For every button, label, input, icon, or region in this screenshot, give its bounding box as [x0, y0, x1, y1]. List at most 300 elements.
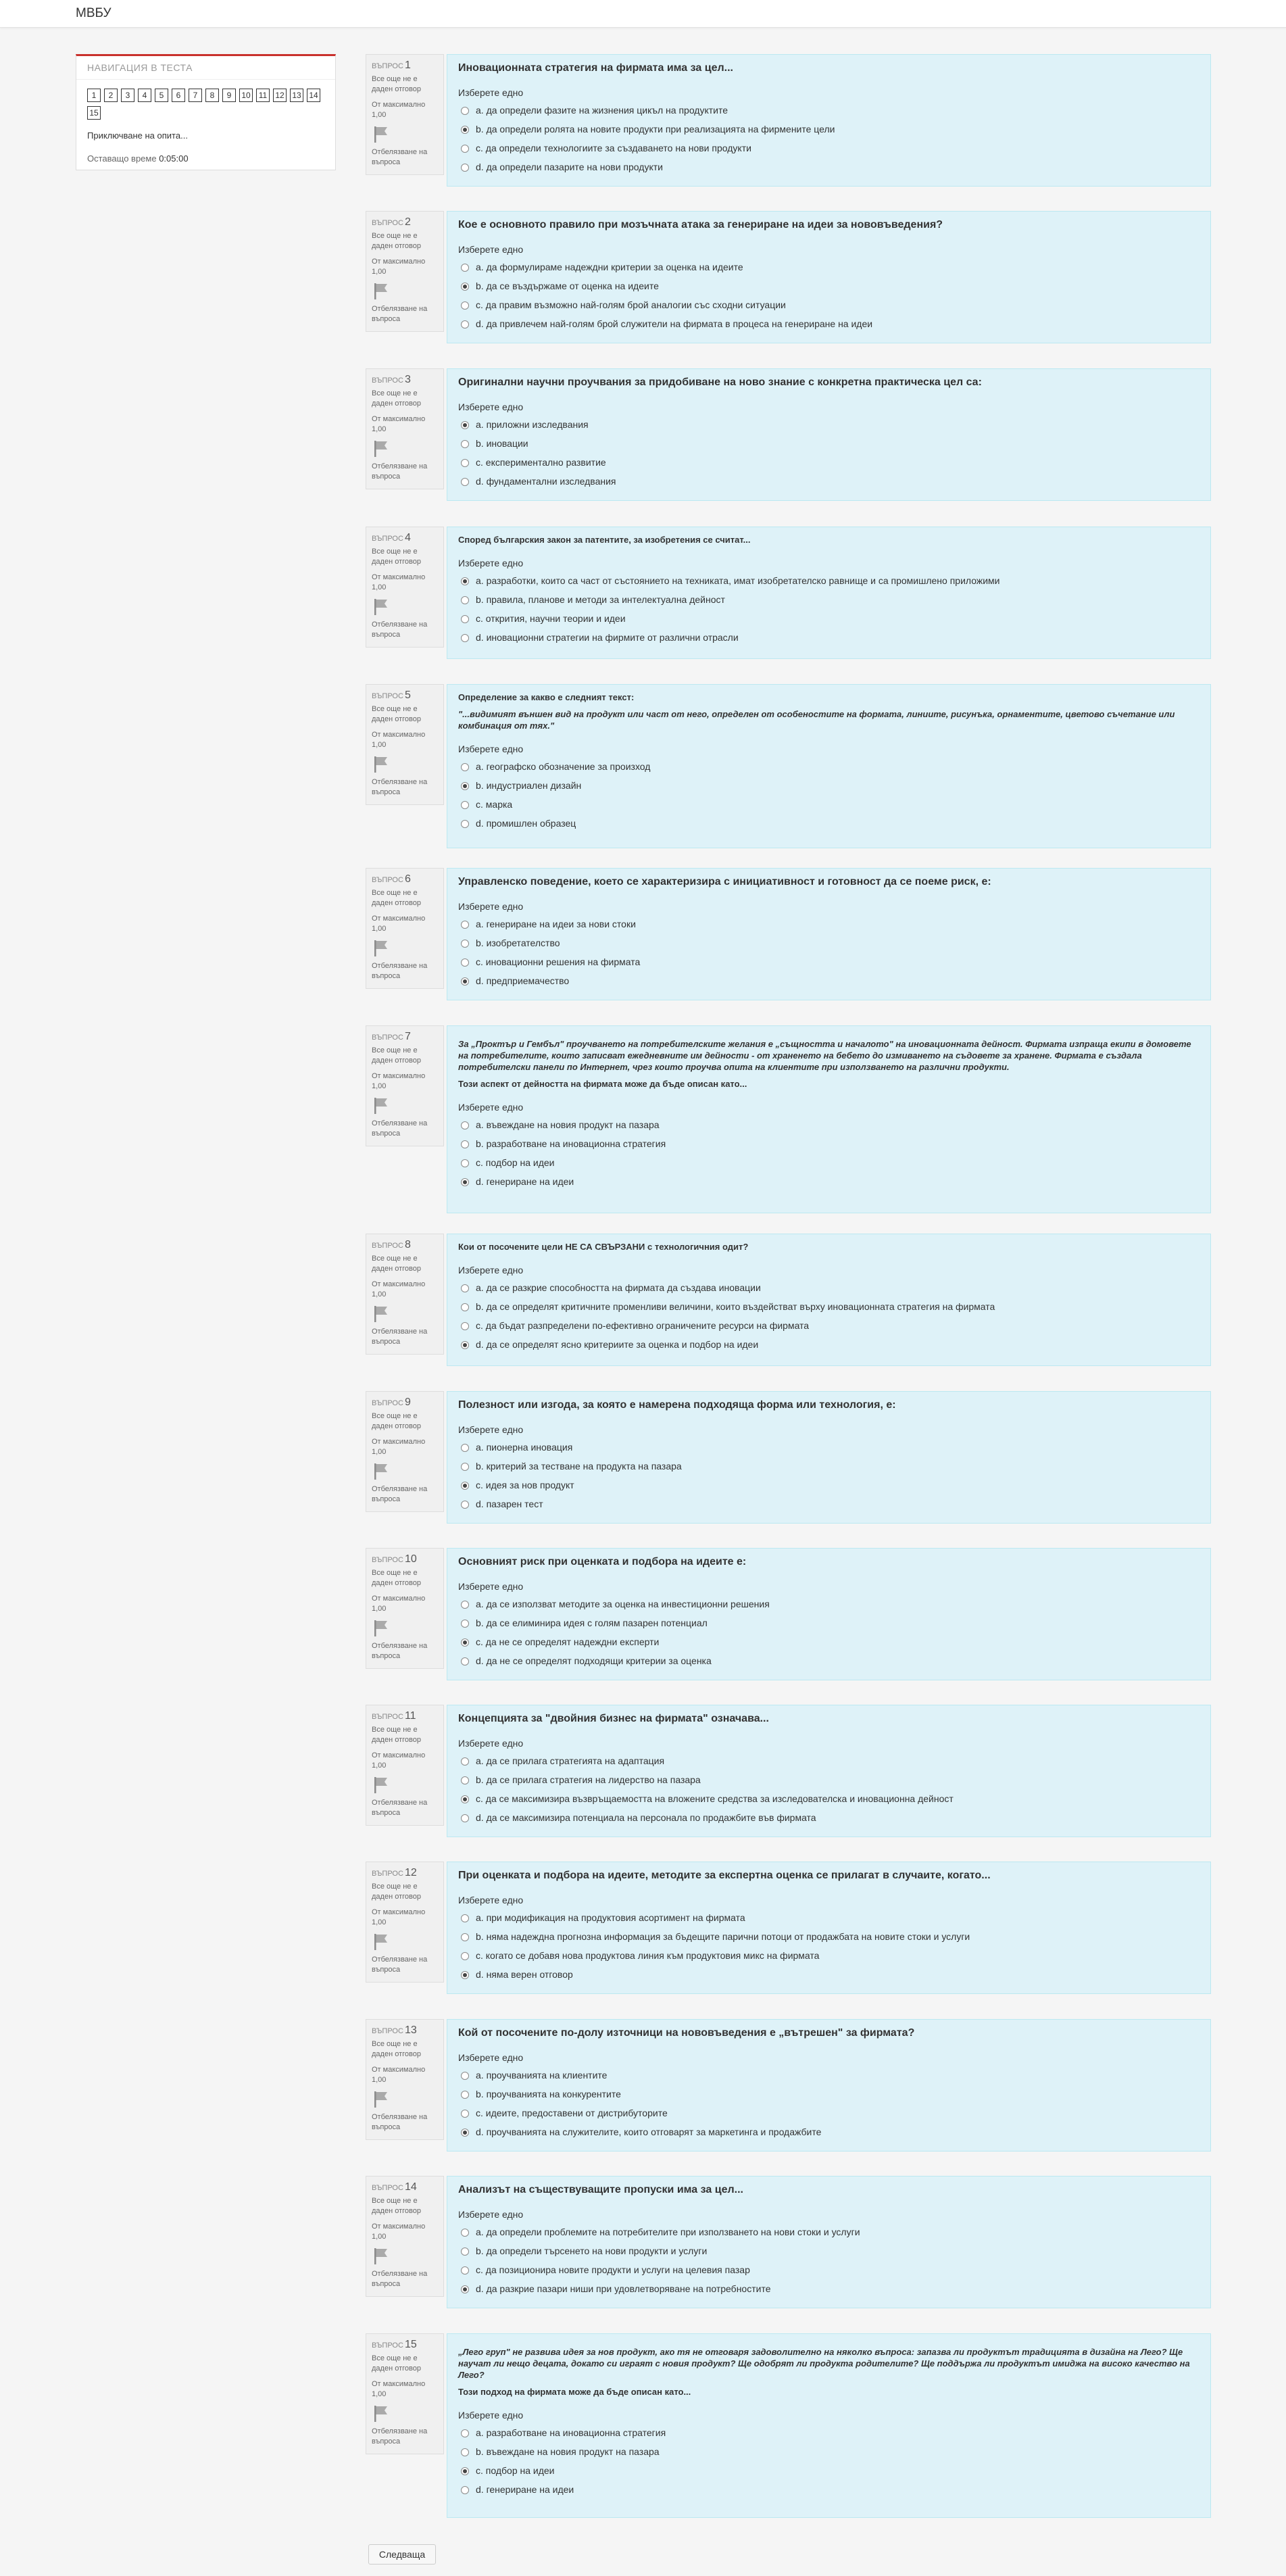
- answer-option[interactable]: [458, 609, 1200, 628]
- answer-radio[interactable]: [461, 977, 469, 986]
- question-text-main: Според българския закон за патентите, за изобретения се считат...: [458, 535, 751, 545]
- question-number-value: 15: [404, 2339, 417, 2350]
- answer-label[interactable]: b. проучванията на конкурентите: [476, 2089, 621, 2099]
- answer-option[interactable]: [458, 1115, 1200, 1134]
- question-status: Все още не е даден отговор: [372, 1882, 421, 1901]
- question-text: [458, 1038, 1200, 1090]
- site-brand[interactable]: МВБУ: [76, 6, 112, 20]
- answer-radio[interactable]: [461, 1914, 469, 1922]
- flag-question-link[interactable]: Отбелязване на въпроса: [372, 148, 428, 166]
- answer-option[interactable]: [458, 101, 1200, 120]
- answer-radio[interactable]: [461, 1341, 469, 1349]
- answer-option[interactable]: [458, 1297, 1200, 1316]
- question-number-label: ВЪПРОС: [372, 2027, 403, 2035]
- flag-icon[interactable]: [373, 1097, 389, 1115]
- answer-option[interactable]: [458, 1476, 1200, 1494]
- question-number-value: 14: [404, 2181, 417, 2193]
- answer-label[interactable]: a. да се разкрие способността на фирмата да създава иновации: [476, 1282, 761, 1293]
- question-status: Все още не е даден отговор: [372, 389, 421, 408]
- flag-question-link[interactable]: Отбелязване на въпроса: [372, 1328, 428, 1346]
- answer-radio[interactable]: [461, 2129, 469, 2137]
- answer-radio[interactable]: [461, 2285, 469, 2293]
- answer-option[interactable]: [458, 453, 1200, 472]
- answer-radio[interactable]: [461, 320, 469, 329]
- question-status: Все още не е даден отговор: [372, 1726, 421, 1744]
- answer-option[interactable]: [458, 1153, 1200, 1172]
- flag-question-link[interactable]: Отбелязване на въпроса: [372, 962, 428, 980]
- answer-label[interactable]: c. подбор на идеи: [476, 2465, 555, 2476]
- question-10: [366, 1548, 1211, 1680]
- answer-radio[interactable]: [461, 1159, 469, 1167]
- quiz-nav-button-7[interactable]: 7: [189, 89, 202, 102]
- answer-option[interactable]: [458, 590, 1200, 609]
- answer-label[interactable]: b. да се въздържаме от оценка на идеите: [476, 281, 659, 291]
- flag-icon[interactable]: [373, 2091, 389, 2108]
- answer-label[interactable]: a. проучванията на клиентите: [476, 2070, 608, 2081]
- answer-option[interactable]: [458, 1595, 1200, 1613]
- flag-question-link[interactable]: Отбелязване на въпроса: [372, 1642, 428, 1660]
- question-grade: От максимално 1,00: [372, 1280, 426, 1298]
- answer-label[interactable]: c. да не се определят надеждни експерти: [476, 1636, 660, 1647]
- flag-question-link[interactable]: Отбелязване на въпроса: [372, 778, 428, 796]
- answer-radio[interactable]: [461, 1657, 469, 1666]
- answer-radio[interactable]: [461, 421, 469, 429]
- answer-option[interactable]: [458, 276, 1200, 295]
- question-number: [372, 1397, 438, 1409]
- flag-icon[interactable]: [373, 1305, 389, 1323]
- answer-label[interactable]: a. пионерна иновация: [476, 1442, 573, 1453]
- answer-label[interactable]: c. иновационни решения на фирмата: [476, 956, 641, 967]
- question-number: [372, 2339, 438, 2351]
- answer-option[interactable]: [458, 472, 1200, 491]
- answer-option[interactable]: [458, 1134, 1200, 1153]
- answer-option[interactable]: [458, 2480, 1200, 2499]
- answer-label[interactable]: d. да привлечем най-голям брой служители на фирмата в процеса на генериране на идеи: [476, 318, 873, 329]
- question-text-main: Кои от посочените цели НЕ СА СВЪРЗАНИ с технологичния одит?: [458, 1242, 749, 1252]
- answer-radio[interactable]: [461, 1814, 469, 1822]
- answer-option[interactable]: [458, 314, 1200, 333]
- answer-label[interactable]: d. фундаментални изследвания: [476, 476, 616, 487]
- answer-option[interactable]: [458, 2442, 1200, 2461]
- answer-radio[interactable]: [461, 2229, 469, 2237]
- answer-option[interactable]: [458, 1172, 1200, 1191]
- answer-radio[interactable]: [461, 2486, 469, 2494]
- question-number: [372, 1031, 438, 1043]
- question-text: [458, 2183, 1200, 2197]
- answer-label[interactable]: b. изобретателство: [476, 938, 560, 948]
- answer-radio[interactable]: [461, 820, 469, 828]
- answer-label[interactable]: b. да се прилага стратегия на лидерство на пазара: [476, 1774, 701, 1785]
- answer-label[interactable]: a. разработване на иновационна стратегия: [476, 2427, 666, 2438]
- answer-option[interactable]: [458, 1965, 1200, 1984]
- question-info: [366, 368, 444, 489]
- quiz-nav-button-8[interactable]: 8: [205, 89, 219, 102]
- answer-label[interactable]: c. подбор на идеи: [476, 1157, 555, 1168]
- question-info: [366, 54, 444, 175]
- answer-label[interactable]: c. да определи технологиите за създаването на нови продукти: [476, 143, 751, 153]
- answer-option[interactable]: [458, 1494, 1200, 1513]
- answer-label[interactable]: c. идея за нов продукт: [476, 1480, 574, 1490]
- answer-label[interactable]: a. да формулираме надеждни критерии за оценка на идеите: [476, 262, 743, 272]
- question-number: [372, 217, 438, 228]
- answer-radio[interactable]: [461, 1322, 469, 1330]
- answer-option[interactable]: [458, 1278, 1200, 1297]
- flag-question-link[interactable]: Отбелязване на въпроса: [372, 1119, 428, 1138]
- flag-icon[interactable]: [373, 126, 389, 143]
- answer-label[interactable]: a. при модификация на продуктовия асортимент на фирмата: [476, 1912, 745, 1923]
- answer-radio[interactable]: [461, 958, 469, 967]
- answer-option[interactable]: [458, 2222, 1200, 2241]
- answer-label[interactable]: c. когато се добавя нова продуктова линия към продуктовия микс на фирмата: [476, 1950, 820, 1961]
- question-number-value: 7: [404, 1031, 411, 1042]
- flag-icon[interactable]: [373, 440, 389, 458]
- quiz-nav-button-3[interactable]: 3: [121, 89, 134, 102]
- answer-radio[interactable]: [461, 1140, 469, 1148]
- answer-option[interactable]: [458, 1808, 1200, 1827]
- answer-radio[interactable]: [461, 1933, 469, 1941]
- question-text: [458, 1555, 1200, 1569]
- answer-label[interactable]: c. открития, научни теории и идеи: [476, 613, 626, 624]
- answer-radio[interactable]: [461, 2266, 469, 2275]
- answer-label[interactable]: d. проучванията на служителите, които отговарят за маркетинга и продажбите: [476, 2127, 822, 2137]
- question-grade: От максимално 1,00: [372, 2380, 426, 2398]
- answer-label[interactable]: b. въвеждане на новия продукт на пазара: [476, 2446, 660, 2457]
- answer-option[interactable]: [458, 2241, 1200, 2260]
- answer-radio[interactable]: [461, 164, 469, 172]
- question-number: [372, 1711, 438, 1722]
- flag-question-link[interactable]: Отбелязване на въпроса: [372, 621, 428, 639]
- question-status: Все още не е даден отговор: [372, 2040, 421, 2058]
- answer-prompt: Изберете едно: [458, 1424, 524, 1435]
- question-text: [458, 376, 1200, 389]
- answer-radio[interactable]: [461, 2429, 469, 2437]
- answer-label[interactable]: b. иновации: [476, 438, 528, 449]
- question-status: Все още не е даден отговор: [372, 1412, 421, 1430]
- answer-label[interactable]: d. да не се определят подходящи критерии за оценка: [476, 1655, 712, 1666]
- question-number-label: ВЪПРОС: [372, 1556, 403, 1564]
- question-content: [447, 2019, 1211, 2152]
- question-content: [447, 2176, 1211, 2308]
- question-content: [447, 1234, 1211, 1366]
- answer-radio[interactable]: [461, 940, 469, 948]
- answer-label[interactable]: a. да определи фазите на жизнения цикъл на продуктите: [476, 105, 728, 116]
- answer-radio[interactable]: [461, 577, 469, 585]
- answer-option[interactable]: [458, 1908, 1200, 1927]
- question-info: [366, 868, 444, 989]
- question-number-label: ВЪПРОС: [372, 1870, 403, 1878]
- answer-option[interactable]: [458, 1335, 1200, 1354]
- question-grade: От максимално 1,00: [372, 258, 426, 276]
- answer-option[interactable]: [458, 258, 1200, 276]
- answer-prompt: Изберете едно: [458, 2209, 524, 2220]
- answer-radio[interactable]: [461, 1757, 469, 1766]
- question-grade: От максимално 1,00: [372, 915, 426, 933]
- flag-question-link[interactable]: Отбелязване на въпроса: [372, 305, 428, 323]
- answer-label[interactable]: c. да се максимизира възвръщаемостта на вложените средства за изследователска и иновационна дейност: [476, 1793, 954, 1804]
- answer-radio[interactable]: [461, 126, 469, 134]
- quiz-nav-button-1[interactable]: 1: [87, 89, 101, 102]
- answer-label[interactable]: d. да се определят ясно критериите за оценка и подбор на идеи: [476, 1339, 759, 1350]
- answer-label[interactable]: b. да определи ролята на новите продукти при реализацията на фирмените цели: [476, 124, 835, 135]
- flag-icon[interactable]: [373, 756, 389, 773]
- answer-radio[interactable]: [461, 1795, 469, 1803]
- question-number: [372, 533, 438, 544]
- answer-radio[interactable]: [461, 634, 469, 642]
- quiz-nav-button-2[interactable]: 2: [104, 89, 118, 102]
- answer-option[interactable]: [458, 795, 1200, 814]
- answer-label[interactable]: a. географско обозначение за произход: [476, 761, 651, 772]
- answer-label[interactable]: a. приложни изследвания: [476, 419, 589, 430]
- answer-radio[interactable]: [461, 2448, 469, 2456]
- answer-option[interactable]: [458, 1751, 1200, 1770]
- answer-radio[interactable]: [461, 1444, 469, 1452]
- answer-radio[interactable]: [461, 1638, 469, 1647]
- answer-option[interactable]: [458, 1613, 1200, 1632]
- answer-prompt: Изберете едно: [458, 558, 524, 568]
- question-number: [372, 2025, 438, 2037]
- answer-label[interactable]: a. разработки, които са част от състоянието на техниката, имат изобретателско равнище и са промишлено приложими: [476, 575, 1000, 586]
- answer-label[interactable]: a. да се използват методите за оценка на инвестиционни решения: [476, 1599, 770, 1609]
- flag-question-link[interactable]: Отбелязване на въпроса: [372, 462, 428, 481]
- answer-option[interactable]: [458, 415, 1200, 434]
- answer-option[interactable]: [458, 776, 1200, 795]
- question-3: [366, 368, 1211, 501]
- answer-option[interactable]: [458, 915, 1200, 933]
- question-4: [366, 527, 1211, 659]
- answer-option[interactable]: [458, 1457, 1200, 1476]
- answer-option[interactable]: [458, 157, 1200, 176]
- answer-option[interactable]: [458, 2066, 1200, 2085]
- answer-label[interactable]: b. да се елиминира идея с голям пазарен потенциал: [476, 1618, 708, 1628]
- question-2: [366, 211, 1211, 343]
- answer-prompt: Изберете едно: [458, 87, 524, 98]
- answer-prompt: Изберете едно: [458, 744, 524, 754]
- answer-option[interactable]: [458, 2104, 1200, 2122]
- answer-radio[interactable]: [461, 1303, 469, 1311]
- answer-label[interactable]: a. генериране на идеи за нови стоки: [476, 919, 636, 929]
- answer-label[interactable]: c. да бъдат разпределени по-ефективно ограничените ресурси на фирмата: [476, 1320, 810, 1331]
- question-info: [366, 527, 444, 648]
- answer-radio[interactable]: [461, 801, 469, 809]
- question-number-label: ВЪПРОС: [372, 2184, 403, 2192]
- flag-icon[interactable]: [373, 2405, 389, 2423]
- answer-label[interactable]: a. въвеждане на новия продукт на пазара: [476, 1119, 660, 1130]
- answer-prompt: Изберете едно: [458, 1581, 524, 1592]
- flag-question-link[interactable]: Отбелязване на въпроса: [372, 1799, 428, 1817]
- answer-option[interactable]: [458, 2260, 1200, 2279]
- answer-option[interactable]: [458, 434, 1200, 453]
- question-grade: От максимално 1,00: [372, 573, 426, 591]
- question-status: Все още не е даден отговор: [372, 2354, 421, 2373]
- answer-option[interactable]: [458, 757, 1200, 776]
- answer-radio[interactable]: [461, 283, 469, 291]
- question-content: [447, 54, 1211, 187]
- answer-prompt: Изберете едно: [458, 1102, 524, 1113]
- answer-radio[interactable]: [461, 2247, 469, 2256]
- answer-radio[interactable]: [461, 782, 469, 790]
- answer-label[interactable]: c. да позиционира новите продукти и услуги на целевия пазар: [476, 2264, 750, 2275]
- answer-option[interactable]: [458, 628, 1200, 647]
- question-quote: За „Проктър и Гембъл" проучването на потребителските желания е „същността и началото" на иновационната дейност. Фирмата изпраща екипи в домовете на потребителите, които записват ежедневните им дейности - от храненето на бебето до измиването на съдовете за хранене. Фирмата е създала потребителски панели по Интернет, чрез които проучва опита на клиентите при използването на различни продукти.: [458, 1039, 1191, 1072]
- answer-label[interactable]: d. генериране на идеи: [476, 2484, 574, 2495]
- question-text-main: Концепцията за "двойния бизнес на фирмата" означава...: [458, 1713, 769, 1724]
- answer-option[interactable]: [458, 2423, 1200, 2442]
- answer-radio[interactable]: [461, 2110, 469, 2118]
- next-page-button[interactable]: Следваща: [368, 2544, 436, 2565]
- question-text-main: Полезност или изгода, за която е намерена подходяща форма или технология, е:: [458, 1399, 896, 1411]
- answer-radio[interactable]: [461, 1776, 469, 1784]
- answer-radio[interactable]: [461, 1284, 469, 1292]
- question-text: [458, 62, 1200, 75]
- answer-option[interactable]: [458, 1438, 1200, 1457]
- answer-label[interactable]: b. разработване на иновационна стратегия: [476, 1138, 666, 1149]
- answer-option[interactable]: [458, 295, 1200, 314]
- answer-radio[interactable]: [461, 2091, 469, 2099]
- flag-question-link[interactable]: Отбелязване на въпроса: [372, 2270, 428, 2288]
- answer-radio[interactable]: [461, 615, 469, 623]
- answer-radio[interactable]: [461, 478, 469, 486]
- answer-label[interactable]: d. да се максимизира потенциала на персонала по продажбите във фирмата: [476, 1812, 816, 1823]
- answer-prompt: Изберете едно: [458, 1738, 524, 1749]
- question-status: Все още не е даден отговор: [372, 1046, 421, 1065]
- answer-radio[interactable]: [461, 459, 469, 467]
- question-number-value: 11: [404, 1710, 416, 1722]
- answer-option[interactable]: [458, 971, 1200, 990]
- quiz-nav-button-6[interactable]: 6: [172, 89, 185, 102]
- answer-option[interactable]: [458, 139, 1200, 157]
- quiz-nav-button-10[interactable]: 10: [239, 89, 253, 102]
- flag-question-link[interactable]: Отбелязване на въпроса: [372, 2113, 428, 2131]
- answer-label[interactable]: d. иновационни стратегии на фирмите от различни отрасли: [476, 632, 739, 643]
- answer-radio[interactable]: [461, 301, 469, 310]
- answer-option[interactable]: [458, 814, 1200, 833]
- answer-option[interactable]: [458, 571, 1200, 590]
- answer-radio[interactable]: [461, 1463, 469, 1471]
- answer-radio[interactable]: [461, 763, 469, 771]
- quiz-navigation-block: [76, 54, 336, 170]
- answer-radio[interactable]: [461, 1601, 469, 1609]
- answer-option[interactable]: [458, 2122, 1200, 2141]
- finish-attempt-link[interactable]: Приключване на опита...: [87, 130, 188, 141]
- answer-option[interactable]: [458, 2461, 1200, 2480]
- answer-radio[interactable]: [461, 1620, 469, 1628]
- answer-radio[interactable]: [461, 1971, 469, 1979]
- quiz-nav-button-13[interactable]: 13: [290, 89, 303, 102]
- question-status: Все още не е даден отговор: [372, 705, 421, 723]
- answer-radio[interactable]: [461, 264, 469, 272]
- answer-option[interactable]: [458, 120, 1200, 139]
- quiz-nav-button-12[interactable]: 12: [273, 89, 287, 102]
- question-info: [366, 1391, 444, 1512]
- answer-radio[interactable]: [461, 1482, 469, 1490]
- quiz-nav-button-4[interactable]: 4: [138, 89, 151, 102]
- quiz-nav-button-15[interactable]: 15: [87, 106, 101, 120]
- answer-radio[interactable]: [461, 440, 469, 448]
- answer-option[interactable]: [458, 933, 1200, 952]
- flag-icon[interactable]: [373, 1463, 389, 1480]
- question-info: [366, 2333, 444, 2454]
- answer-option[interactable]: [458, 1651, 1200, 1670]
- answer-label[interactable]: d. да определи пазарите на нови продукти: [476, 162, 663, 172]
- timer-label: Оставащо време: [87, 153, 157, 164]
- question-text-main: Анализът на съществуващите пропуски има за цел...: [458, 2184, 743, 2195]
- answer-label[interactable]: b. няма надеждна прогнозна информация за бъдещите парични потоци от продажбата на новите стоки и услуги: [476, 1931, 970, 1942]
- answer-label[interactable]: c. марка: [476, 799, 513, 810]
- timer-value: 0:05:00: [159, 153, 189, 164]
- answer-label[interactable]: b. да се определят критичните променливи величини, които въздействат върху иновационната стратегия на фирмата: [476, 1301, 995, 1312]
- answer-label[interactable]: b. индустриален дизайн: [476, 780, 582, 791]
- answer-option[interactable]: [458, 1316, 1200, 1335]
- answer-label[interactable]: b. критерий за тестване на продукта на пазара: [476, 1461, 682, 1472]
- answer-label[interactable]: d. пазарен тест: [476, 1499, 543, 1509]
- answer-radio[interactable]: [461, 921, 469, 929]
- question-number-label: ВЪПРОС: [372, 1399, 403, 1407]
- flag-icon[interactable]: [373, 598, 389, 616]
- answer-radio[interactable]: [461, 2072, 469, 2080]
- flag-icon[interactable]: [373, 940, 389, 957]
- answer-label[interactable]: d. предприемачество: [476, 975, 570, 986]
- flag-icon[interactable]: [373, 1620, 389, 1637]
- answer-radio[interactable]: [461, 1952, 469, 1960]
- flag-icon[interactable]: [373, 2247, 389, 2265]
- quiz-nav-button-9[interactable]: 9: [222, 89, 236, 102]
- flag-question-link[interactable]: Отбелязване на въпроса: [372, 1485, 428, 1503]
- answer-label[interactable]: b. правила, планове и методи за интелектуална дейност: [476, 594, 725, 605]
- quiz-nav-button-14[interactable]: 14: [307, 89, 320, 102]
- answer-option[interactable]: [458, 1927, 1200, 1946]
- answer-option[interactable]: [458, 2085, 1200, 2104]
- answer-radio[interactable]: [461, 145, 469, 153]
- question-text-main: Определение за какво е следният текст:: [458, 692, 635, 702]
- answer-radio[interactable]: [461, 107, 469, 115]
- answer-radio[interactable]: [461, 596, 469, 604]
- answer-option[interactable]: [458, 2279, 1200, 2298]
- answer-label[interactable]: a. да се прилага стратегията на адаптация: [476, 1755, 665, 1766]
- quiz-nav-button-11[interactable]: 11: [256, 89, 270, 102]
- answer-label[interactable]: d. генериране на идеи: [476, 1176, 574, 1187]
- question-number-label: ВЪПРОС: [372, 692, 403, 700]
- answer-label[interactable]: c. да правим възможно най-голям брой аналогии със сходни ситуации: [476, 299, 786, 310]
- answer-label[interactable]: a. да определи проблемите на потребителите при използването на нови стоки и услуги: [476, 2227, 860, 2237]
- question-status: Все още не е даден отговор: [372, 889, 421, 907]
- answer-option[interactable]: [458, 1770, 1200, 1789]
- answer-radio[interactable]: [461, 1501, 469, 1509]
- answer-label[interactable]: c. експериментално развитие: [476, 457, 606, 468]
- question-number: [372, 1554, 438, 1565]
- answer-radio[interactable]: [461, 1178, 469, 1186]
- flag-icon[interactable]: [373, 1776, 389, 1794]
- answer-label[interactable]: d. да разкрие пазари ниши при удовлетворяване на потребностите: [476, 2283, 771, 2294]
- answer-label[interactable]: c. идеите, предоставени от дистрибуторите: [476, 2108, 668, 2118]
- question-number-label: ВЪПРОС: [372, 1713, 403, 1721]
- answer-label[interactable]: d. няма верен отговор: [476, 1969, 573, 1980]
- answer-option[interactable]: [458, 952, 1200, 971]
- answer-option[interactable]: [458, 1946, 1200, 1965]
- quiz-nav-button-5[interactable]: 5: [155, 89, 168, 102]
- answer-option[interactable]: [458, 1632, 1200, 1651]
- answer-label[interactable]: d. промишлен образец: [476, 818, 576, 829]
- answer-label[interactable]: b. да определи търсенето на нови продукти и услуги: [476, 2245, 708, 2256]
- answer-radio[interactable]: [461, 2467, 469, 2475]
- flag-question-link[interactable]: Отбелязване на въпроса: [372, 1955, 428, 1974]
- question-text: [458, 691, 1200, 731]
- flag-icon[interactable]: [373, 283, 389, 300]
- answer-radio[interactable]: [461, 1121, 469, 1129]
- answer-option[interactable]: [458, 1789, 1200, 1808]
- flag-question-link[interactable]: Отбелязване на въпроса: [372, 2427, 428, 2446]
- question-number: [372, 874, 438, 885]
- flag-icon[interactable]: [373, 1933, 389, 1951]
